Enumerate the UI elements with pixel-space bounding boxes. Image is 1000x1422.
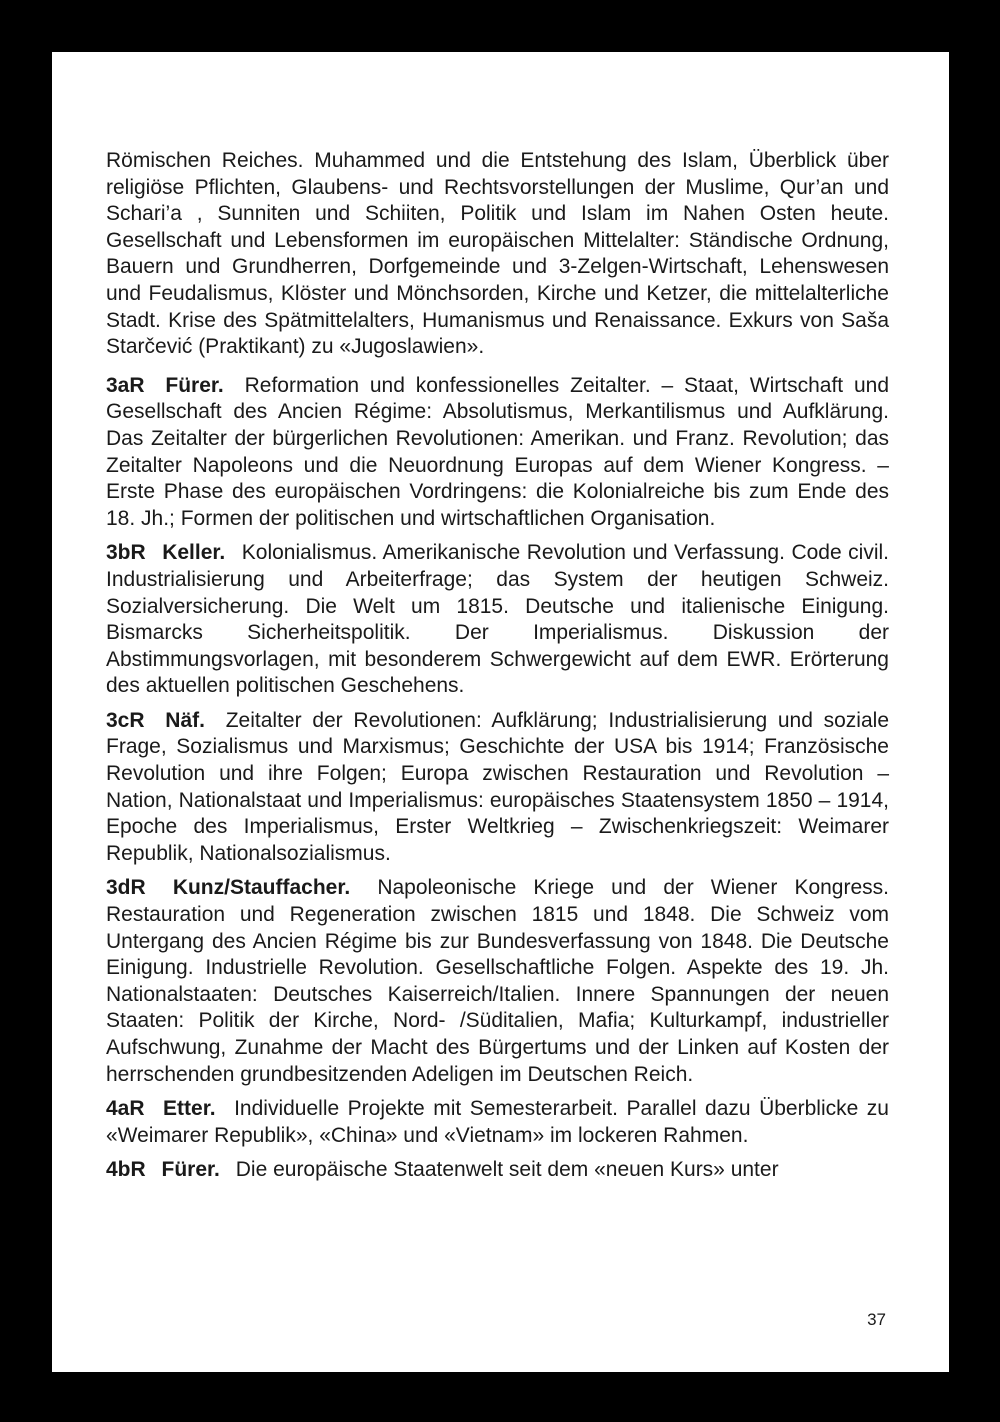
- class-code: 4aR: [106, 1097, 145, 1121]
- class-code: 4bR: [106, 1158, 146, 1182]
- entry-text: Die europäische Staatenwelt seit dem «neuen Kurs» unter: [235, 1158, 779, 1182]
- entry-4bR: [106, 1157, 889, 1184]
- teacher-name: Etter.: [163, 1097, 216, 1121]
- document-page: [52, 52, 949, 1372]
- entry-text: Kolonialismus. Amerikanische Revolution und Verfassung. Code civil. Industrialisierung und Arbeiterfrage; das System der heutigen Schweiz. Sozialversicherung. Die Welt um 1815. Deutsche und italienische Einigung. Bismarcks Sicherheitspolitik. Der Imperialismus. Diskussion der Abstimmungsvorlagen, mit besonderem Schwergewicht auf dem EWR. Erörterung des aktuellen politischen Geschehens.: [106, 541, 889, 698]
- page-body: [106, 148, 889, 1192]
- class-code: 3dR: [106, 876, 146, 900]
- page-number: 37: [867, 1310, 886, 1329]
- teacher-name: Keller.: [162, 541, 226, 565]
- entry-3aR: [106, 373, 889, 533]
- entry-3dR: [106, 875, 889, 1088]
- class-code: 3bR: [106, 541, 146, 565]
- class-code: 3cR: [106, 708, 145, 732]
- teacher-name: Fürer.: [165, 373, 224, 397]
- teacher-name: Näf.: [165, 708, 205, 732]
- entry-text: Reformation und konfessionelles Zeitalter. – Staat, Wirtschaft und Gesellschaft des Ancien Régime: Absolutismus, Merkantilismus und Aufklärung. Das Zeitalter der bürgerlichen Revolutionen: Amerikan. und Franz. Revolution; das Zeitalter Napoleons und die Neuordnung Europas auf dem Wiener Kongress. – Erste Phase des europäischen Vordringens: die Kolonialreiche bis zum Ende des 18. Jh.; Formen der politischen und wirtschaftlichen Organisation.: [106, 373, 890, 530]
- entry-3cR: [106, 708, 889, 868]
- teacher-name: Kunz/Stauffacher.: [172, 876, 351, 900]
- entry-4aR: [106, 1096, 889, 1149]
- teacher-name: Fürer.: [161, 1158, 220, 1182]
- entry-3bR: [106, 540, 889, 700]
- entry-text: Individuelle Projekte mit Semesterarbeit. Parallel dazu Überblicke zu «Weimarer Republik», «China» und «Vietnam» im lockeren Rahmen.: [106, 1097, 889, 1147]
- class-code: 3aR: [106, 373, 145, 397]
- entry-text: Zeitalter der Revolutionen: Aufklärung; Industrialisierung und soziale Frage, Sozialismus und Marxismus; Geschichte der USA bis 1914; Französische Revolution und ihre Folgen; Europa zwischen Restauration und Revolution – Nation, Nationalstaat und Imperialismus: europäisches Staatensystem 1850 – 1914, Epoche des Imperialismus, Erster Weltkrieg – Zwischenkriegszeit: Weimarer Republik, Nationalsozialismus.: [106, 708, 889, 865]
- intro-paragraph: Römischen Reiches. Muhammed und die Entstehung des Islam, Überblick über religiöse Pflichten, Glaubens- und Rechtsvorstellungen der Muslime, Qur’an und Schari’a , Sunniten und Schiiten, Politik und Islam im Nahen Osten heute. Gesellschaft und Lebensformen im europäischen Mittelalter: Ständische Ordnung, Bauern und Grundherren, Dorfgemeinde und 3-Zelgen-Wirtschaft, Lehenswesen und Feudalismus, Klöster und Mönchsorden, Kirche und Ketzer, die mittelalterliche Stadt. Krise des Spätmittelalters, Humanismus und Renaissance. Exkurs von Saša Starčević (Praktikant) zu «Jugoslawien».: [106, 149, 889, 359]
- entry-text: Napoleonische Kriege und der Wiener Kongress. Restauration und Regeneration zwischen 1815 und 1848. Die Schweiz vom Untergang des Ancien Régime bis zur Bundesverfassung von 1848. Die Deutsche Einigung. Industrielle Revolution. Gesellschaftliche Folgen. Aspekte des 19. Jh. Nationalstaaten: Deutsches Kaiserreich/Italien. Innere Spannungen der neuen Staaten: Politik der Kirche, Nord- /Süditalien, Mafia; Kulturkampf, industrieller Aufschwung, Zunahme der Macht des Bürgertums und der Linken auf Kosten der herrschenden grundbesitzenden Adeligen im Deutschen Reich.: [106, 876, 889, 1086]
